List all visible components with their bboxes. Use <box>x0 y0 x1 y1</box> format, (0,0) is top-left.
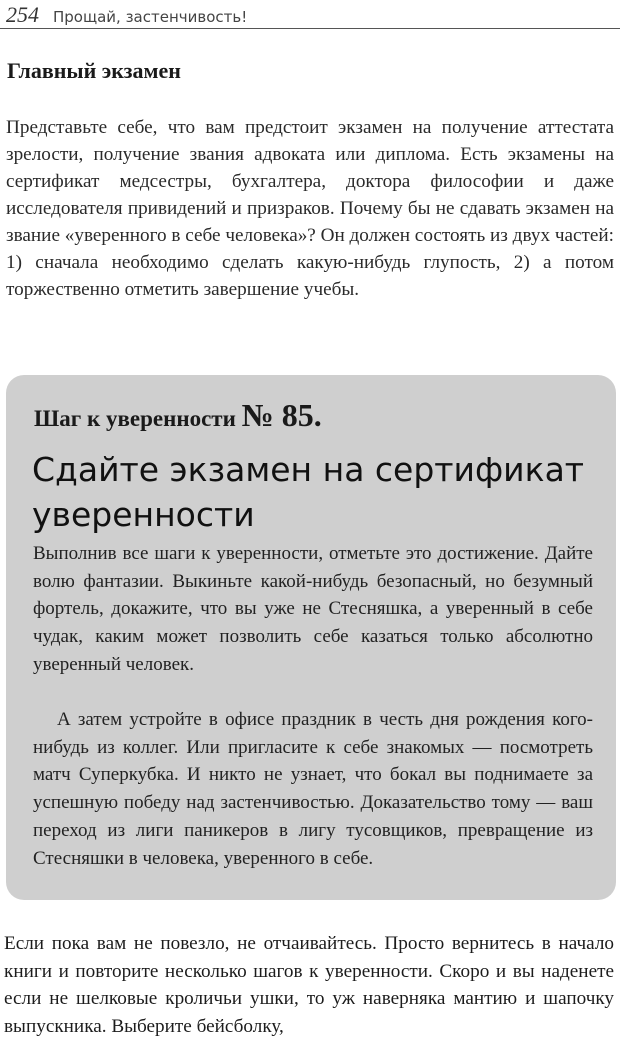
box-paragraph-1: Выполнив все шаги к уверенности, отметьте это достижение. Дайте волю фантазии. Выкиньте какой-нибудь безопасный, но безумный фортель, докажите, что вы уже не Стесняшка, а уверенный в себе чудак, каким может позволить себе казаться только абсолютно уверенный человек. <box>33 543 593 675</box>
step-label: Шаг к уверенности <box>34 406 236 431</box>
header-divider <box>0 28 620 29</box>
step-number: № 85. <box>241 397 322 433</box>
page-number: 254 <box>6 2 39 27</box>
outro-paragraph: Если пока вам не повезло, не отчаивайтесь. Просто вернитесь в начало книги и повторите несколько шагов к уверенности. Скоро и вы наденете если не шелковые кроличьи ушки, то уж наверняка мантию и шапочку выпускника. Выберите бейсболку, <box>4 933 614 1037</box>
box-paragraph-2: А затем устройте в офисе праздник в честь дня рождения кого-нибудь из коллег. Или пригласите к себе знакомых — посмотреть матч Суперкубка. И никто не узнает, что бокал вы поднимаете за успешную победу над застенчивостью. Доказательство тому — ваш переход из лиги паникеров в лигу тусовщиков, превращение из Стесняшки в человека, уверенного в себе. <box>33 709 593 869</box>
section-title: Главный экзамен <box>7 58 181 83</box>
step-label-heading <box>34 397 322 434</box>
step-title: Сдайте экзамен на сертификат уверенности <box>32 450 585 534</box>
running-title: Прощай, застенчивость! <box>53 8 248 26</box>
confidence-step-box <box>6 375 616 900</box>
intro-paragraph: Представьте себе, что вам предстоит экзамен на получение аттестата зрелости, получение звания адвоката или диплома. Есть экзамены на сертификат медсестры, бухгалтера, доктора философии и даже исследователя привидений и призраков. Почему бы не сдавать экзамен на звание «уверенного в себе человека»? Он должен состоять из двух частей: 1) сначала необходимо сделать какую-нибудь глупость, 2) а потом торжественно отметить завершение учебы. <box>6 117 615 300</box>
